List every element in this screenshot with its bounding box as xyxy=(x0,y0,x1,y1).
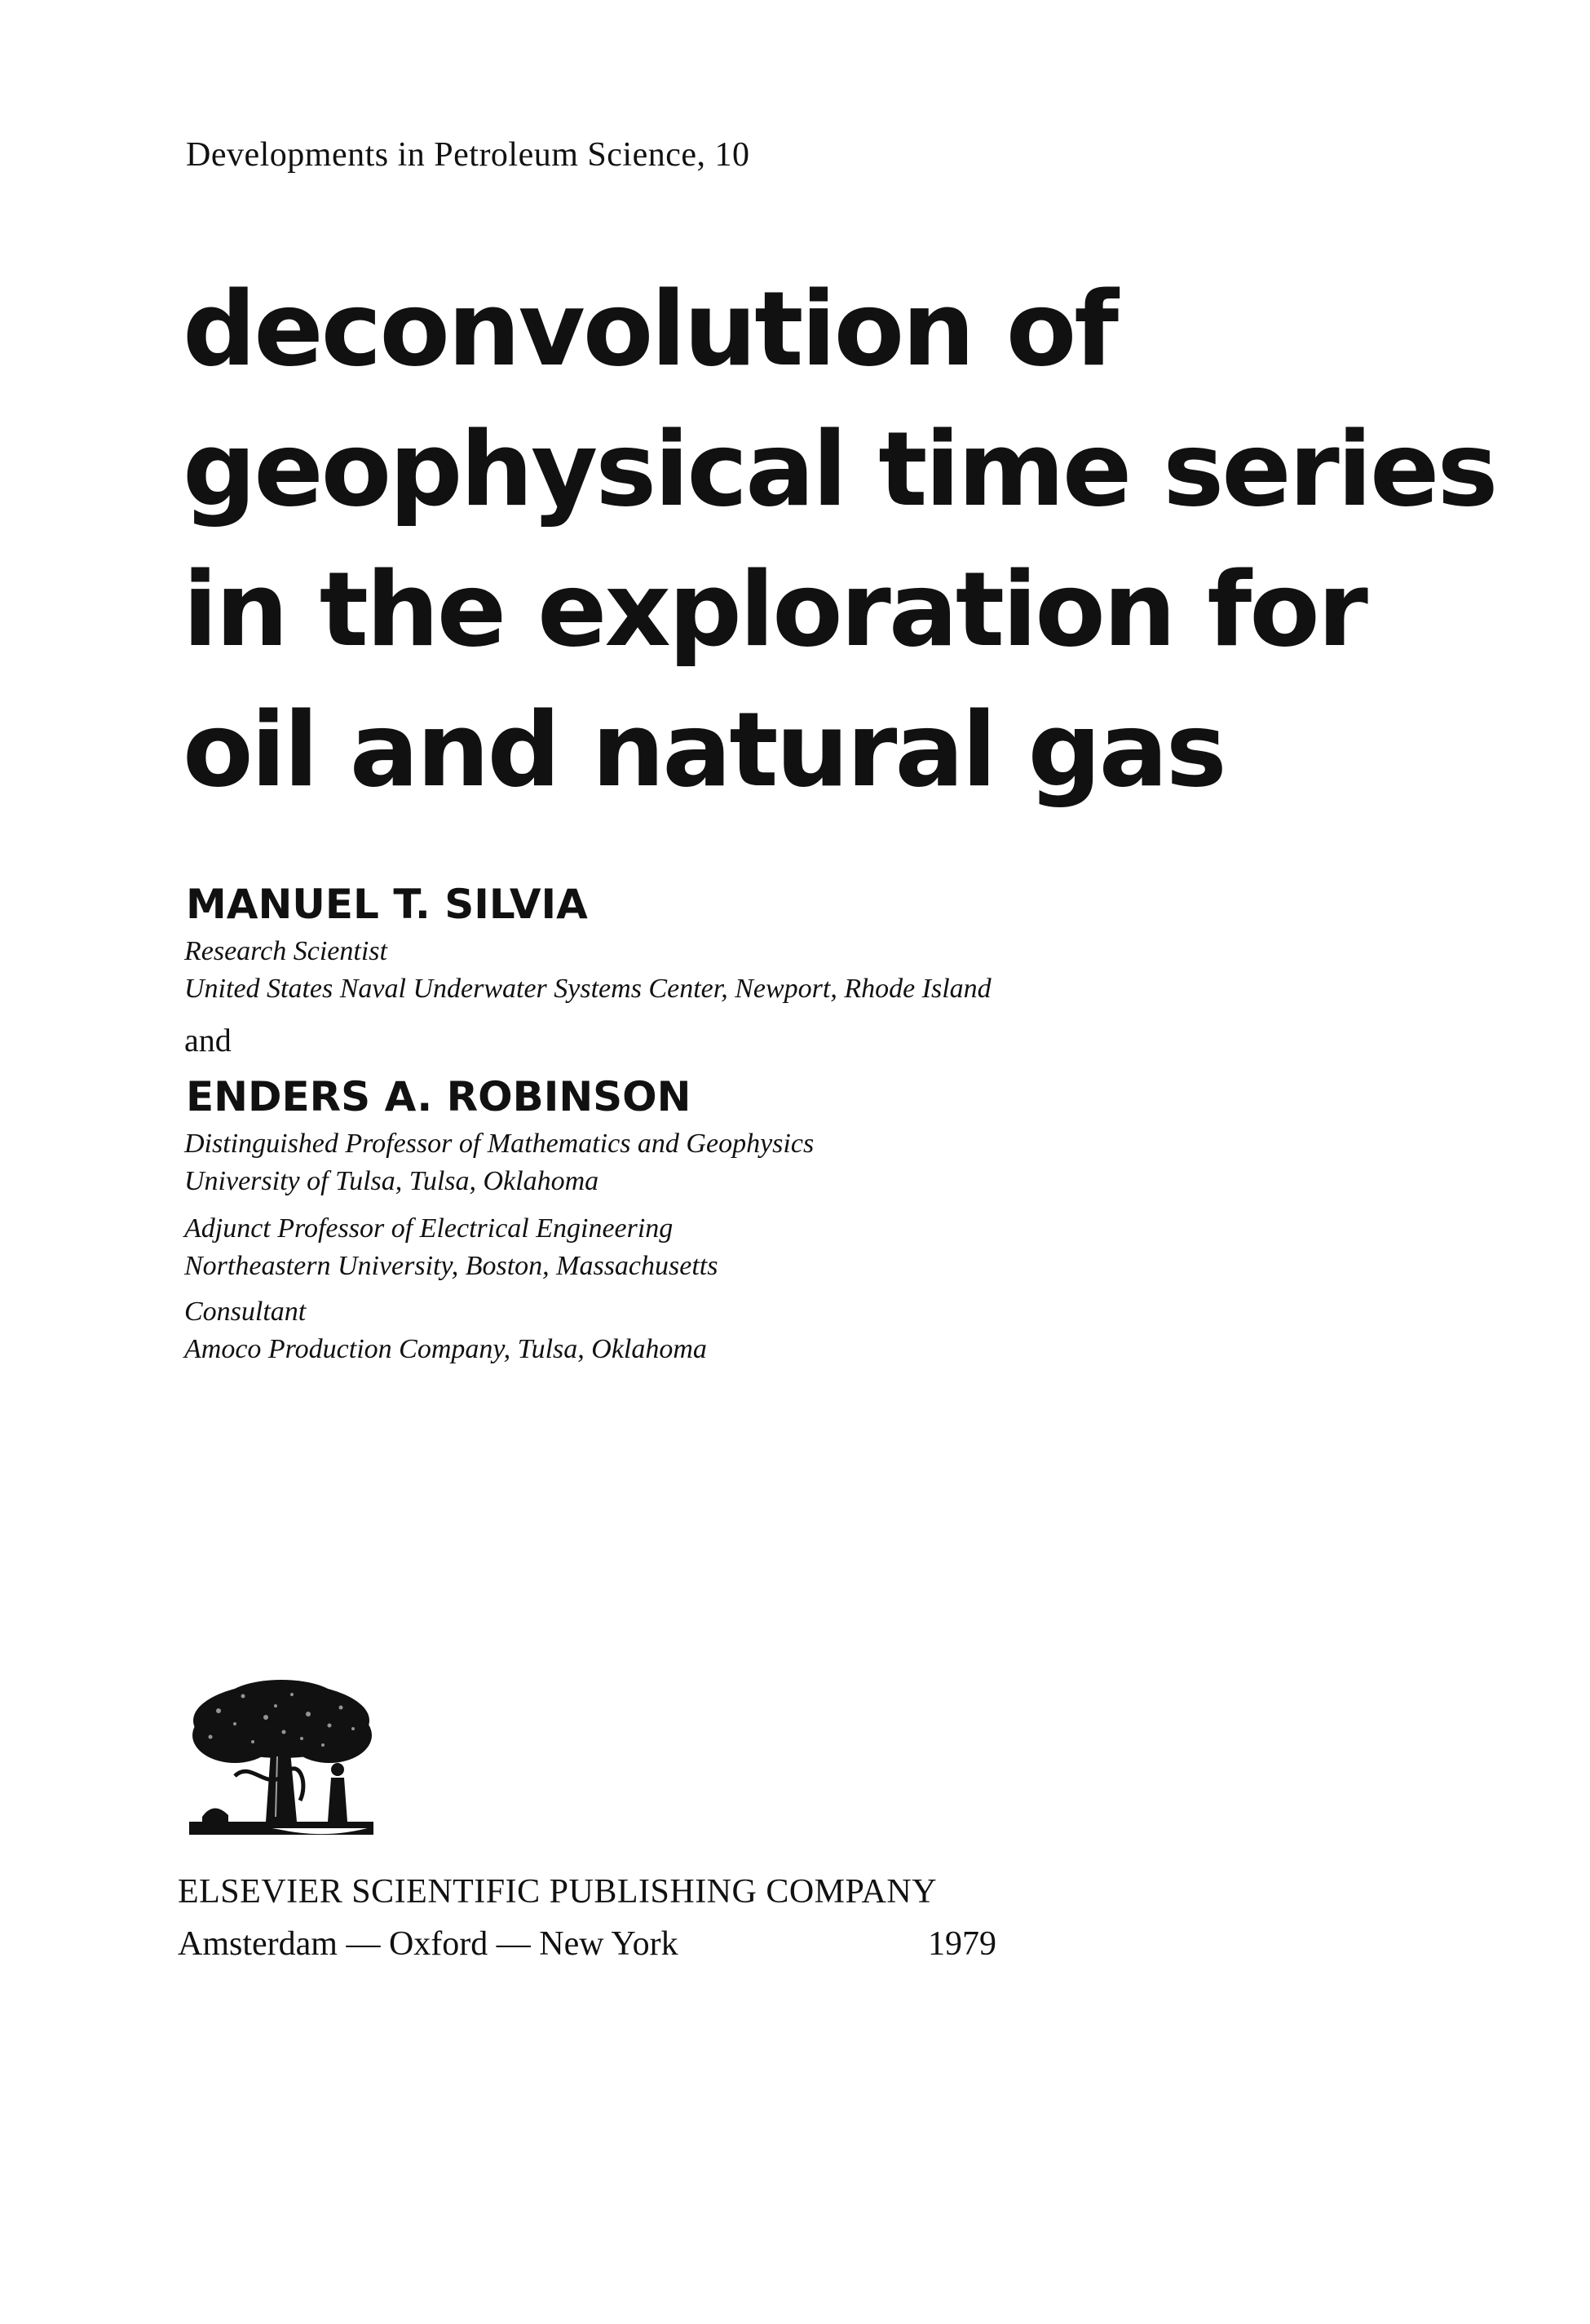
affiliation-line: Amoco Production Company, Tulsa, Oklahoma xyxy=(184,1334,707,1364)
author-name-robinson: ENDERS A. ROBINSON xyxy=(186,1073,691,1120)
affiliation-line: University of Tulsa, Tulsa, Oklahoma xyxy=(184,1166,599,1196)
publisher-places: Amsterdam — Oxford — New York xyxy=(178,1925,678,1963)
title-line: deconvolution of xyxy=(183,269,1117,389)
title-line: oil and natural gas xyxy=(183,690,1225,810)
title-line: in the exploration for xyxy=(183,550,1366,669)
affiliation-line: Distinguished Professor of Mathematics and Geophysics xyxy=(184,1129,815,1159)
author-affiliation-robinson-3 xyxy=(184,1293,707,1368)
publication-year: 1979 xyxy=(928,1925,996,1963)
author-affiliation-robinson-2 xyxy=(184,1210,718,1285)
affiliation-line: Northeastern University, Boston, Massachusetts xyxy=(184,1251,718,1281)
affiliation-line: United States Naval Underwater Systems Center, Newport, Rhode Island xyxy=(184,974,992,1004)
affiliation-line: Adjunct Professor of Electrical Engineering xyxy=(184,1213,674,1244)
elsevier-tree-icon xyxy=(186,1678,377,1838)
author-affiliation-silvia xyxy=(184,933,992,1008)
publisher-name: ELSEVIER SCIENTIFIC PUBLISHING COMPANY xyxy=(178,1873,938,1911)
series-line: Developments in Petroleum Science, 10 xyxy=(186,136,750,174)
affiliation-line: Consultant xyxy=(184,1297,307,1327)
author-affiliation-robinson-1 xyxy=(184,1125,814,1200)
conjunction-and: and xyxy=(184,1022,232,1058)
author-name-silvia: MANUEL T. SILVIA xyxy=(186,881,588,928)
title-line: geophysical time series xyxy=(183,409,1496,529)
book-title xyxy=(183,259,1495,820)
affiliation-line: Research Scientist xyxy=(184,936,387,966)
